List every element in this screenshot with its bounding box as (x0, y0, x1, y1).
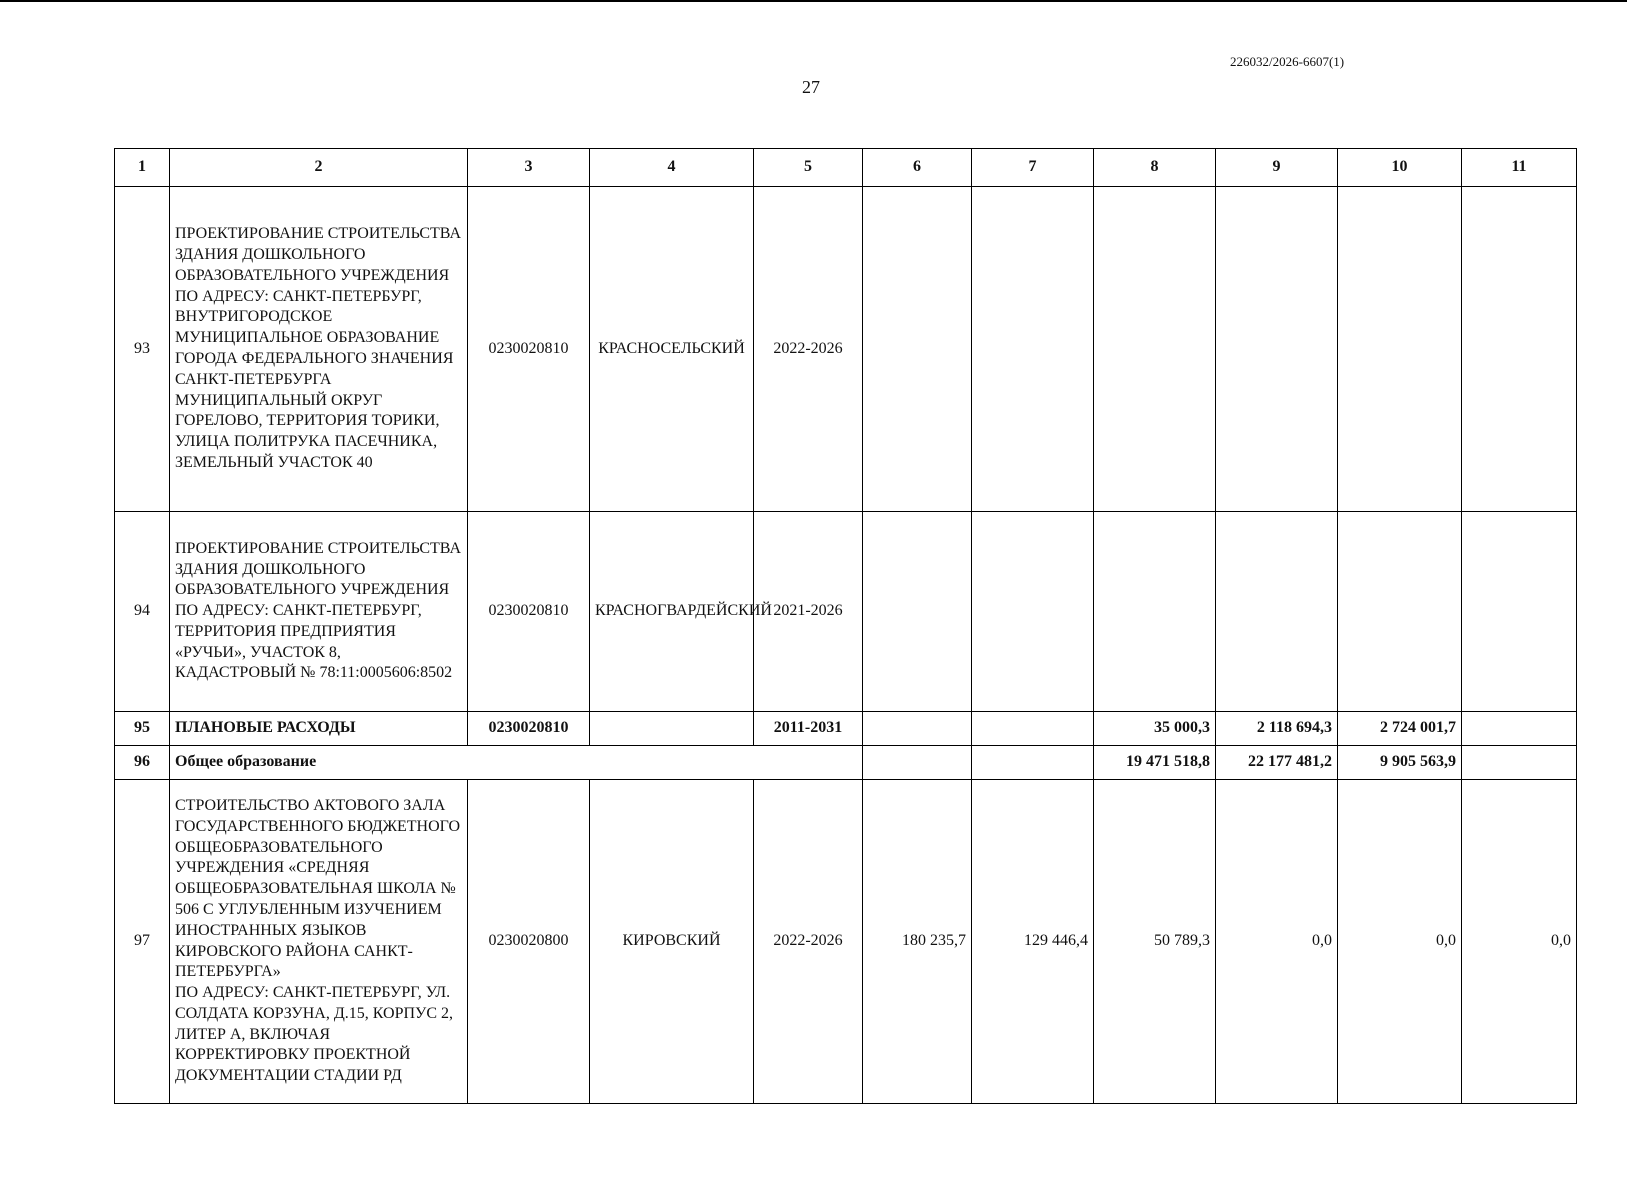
district-name: КРАСНОСЕЛЬСКИЙ (590, 187, 754, 512)
value-col-7 (972, 187, 1094, 512)
district-name: КИРОВСКИЙ (590, 780, 754, 1104)
district-name (590, 712, 754, 746)
header-col-3: 3 (468, 149, 590, 187)
header-col-8: 8 (1094, 149, 1216, 187)
value-col-11: 0,0 (1462, 780, 1577, 1104)
period: 2022-2026 (754, 780, 863, 1104)
budget-code: 0230020810 (468, 712, 590, 746)
value-col-6 (863, 712, 972, 746)
value-col-10: 9 905 563,9 (1338, 746, 1462, 780)
value-col-7: 129 446,4 (972, 780, 1094, 1104)
row-number: 93 (115, 187, 170, 512)
value-col-8: 19 471 518,8 (1094, 746, 1216, 780)
header-col-4: 4 (590, 149, 754, 187)
top-border-line (0, 0, 1627, 2)
value-col-7 (972, 512, 1094, 712)
section-title: Общее образование (170, 746, 863, 780)
value-col-9: 0,0 (1216, 780, 1338, 1104)
object-name-main: СТРОИТЕЛЬСТВО АКТОВОГО ЗАЛА ГОСУДАРСТВЕННОГО БЮДЖЕТНОГО ОБЩЕОБРАЗОВАТЕЛЬНОГО УЧРЕЖДЕНИЯ «СРЕДНЯЯ ОБЩЕОБРАЗОВАТЕЛЬНАЯ ШКОЛА № 506 С УГЛУБЛЕННЫМ ИЗУЧЕНИЕМ ИНОСТРАННЫХ ЯЗЫКОВ КИРОВСКОГО РАЙОНА САНКТ-ПЕТЕРБУРГА» (175, 796, 461, 981)
header-col-6: 6 (863, 149, 972, 187)
row-number: 95 (115, 712, 170, 746)
header-row (115, 149, 1577, 187)
value-col-10 (1338, 512, 1462, 712)
value-col-8: 50 789,3 (1094, 780, 1216, 1104)
value-col-9 (1216, 512, 1338, 712)
object-name: ПРОЕКТИРОВАНИЕ СТРОИТЕЛЬСТВА ЗДАНИЯ ДОШКОЛЬНОГО ОБРАЗОВАТЕЛЬНОГО УЧРЕЖДЕНИЯ ПО АДРЕСУ: САНКТ-ПЕТЕРБУРГ, ТЕРРИТОРИЯ ПРЕДПРИЯТИЯ «РУЧЬИ», УЧАСТОК 8, КАДАСТРОВЫЙ № 78:11:0005606:8502 (170, 512, 468, 712)
value-col-7 (972, 712, 1094, 746)
value-col-8 (1094, 187, 1216, 512)
value-col-7 (972, 746, 1094, 780)
period: 2022-2026 (754, 187, 863, 512)
period: 2011-2031 (754, 712, 863, 746)
value-col-11 (1462, 512, 1577, 712)
value-col-11 (1462, 746, 1577, 780)
object-name: ПРОЕКТИРОВАНИЕ СТРОИТЕЛЬСТВА ЗДАНИЯ ДОШКОЛЬНОГО ОБРАЗОВАТЕЛЬНОГО УЧРЕЖДЕНИЯ ПО АДРЕСУ: САНКТ-ПЕТЕРБУРГ, ВНУТРИГОРОДСКОЕ МУНИЦИПАЛЬНОЕ ОБРАЗОВАНИЕ ГОРОДА ФЕДЕРАЛЬНОГО ЗНАЧЕНИЯ САНКТ-ПЕТЕРБУРГА МУНИЦИПАЛЬНЫЙ ОКРУГ ГОРЕЛОВО, ТЕРРИТОРИЯ ТОРИКИ, УЛИЦА ПОЛИТРУКА ПАСЕЧНИКА, ЗЕМЕЛЬНЫЙ УЧАСТОК 40 (170, 187, 468, 512)
row-number: 97 (115, 780, 170, 1104)
value-col-10 (1338, 187, 1462, 512)
table-row-96-section (115, 746, 1577, 780)
header-col-10: 10 (1338, 149, 1462, 187)
header-col-2: 2 (170, 149, 468, 187)
header-col-5: 5 (754, 149, 863, 187)
table-row-97 (115, 780, 1577, 1104)
value-col-11 (1462, 187, 1577, 512)
value-col-8: 35 000,3 (1094, 712, 1216, 746)
value-col-6 (863, 187, 972, 512)
budget-code: 0230020810 (468, 512, 590, 712)
header-col-7: 7 (972, 149, 1094, 187)
value-col-9: 22 177 481,2 (1216, 746, 1338, 780)
value-col-11 (1462, 712, 1577, 746)
value-col-10: 0,0 (1338, 780, 1462, 1104)
table-row-94 (115, 512, 1577, 712)
value-col-6 (863, 512, 972, 712)
value-col-8 (1094, 512, 1216, 712)
table-row-93 (115, 187, 1577, 512)
header-col-9: 9 (1216, 149, 1338, 187)
budget-code: 0230020810 (468, 187, 590, 512)
value-col-6 (863, 746, 972, 780)
row-number: 94 (115, 512, 170, 712)
table-row-95-planned (115, 712, 1577, 746)
district-name: КРАСНОГВАРДЕЙСКИЙ (590, 512, 754, 712)
value-col-10: 2 724 001,7 (1338, 712, 1462, 746)
value-col-9: 2 118 694,3 (1216, 712, 1338, 746)
value-col-6: 180 235,7 (863, 780, 972, 1104)
page-number: 27 (802, 77, 820, 97)
document-registration-number: 226032/2026-6607(1) (1230, 54, 1345, 69)
header-col-11: 11 (1462, 149, 1577, 187)
value-col-9 (1216, 187, 1338, 512)
row-number: 96 (115, 746, 170, 780)
object-name (170, 780, 468, 1104)
object-name-address: ПО АДРЕСУ: САНКТ-ПЕТЕРБУРГ, УЛ. СОЛДАТА КОРЗУНА, Д.15, КОРПУС 2, ЛИТЕР А, ВКЛЮЧАЯ КОРРЕКТИРОВКУ ПРОЕКТНОЙ ДОКУМЕНТАЦИИ СТАДИИ РД (175, 984, 454, 1085)
header-col-1: 1 (115, 149, 170, 187)
planned-expenses-label: ПЛАНОВЫЕ РАСХОДЫ (170, 712, 468, 746)
budget-code: 0230020800 (468, 780, 590, 1104)
period: 2021-2026 (754, 512, 863, 712)
budget-table (114, 148, 1577, 1104)
